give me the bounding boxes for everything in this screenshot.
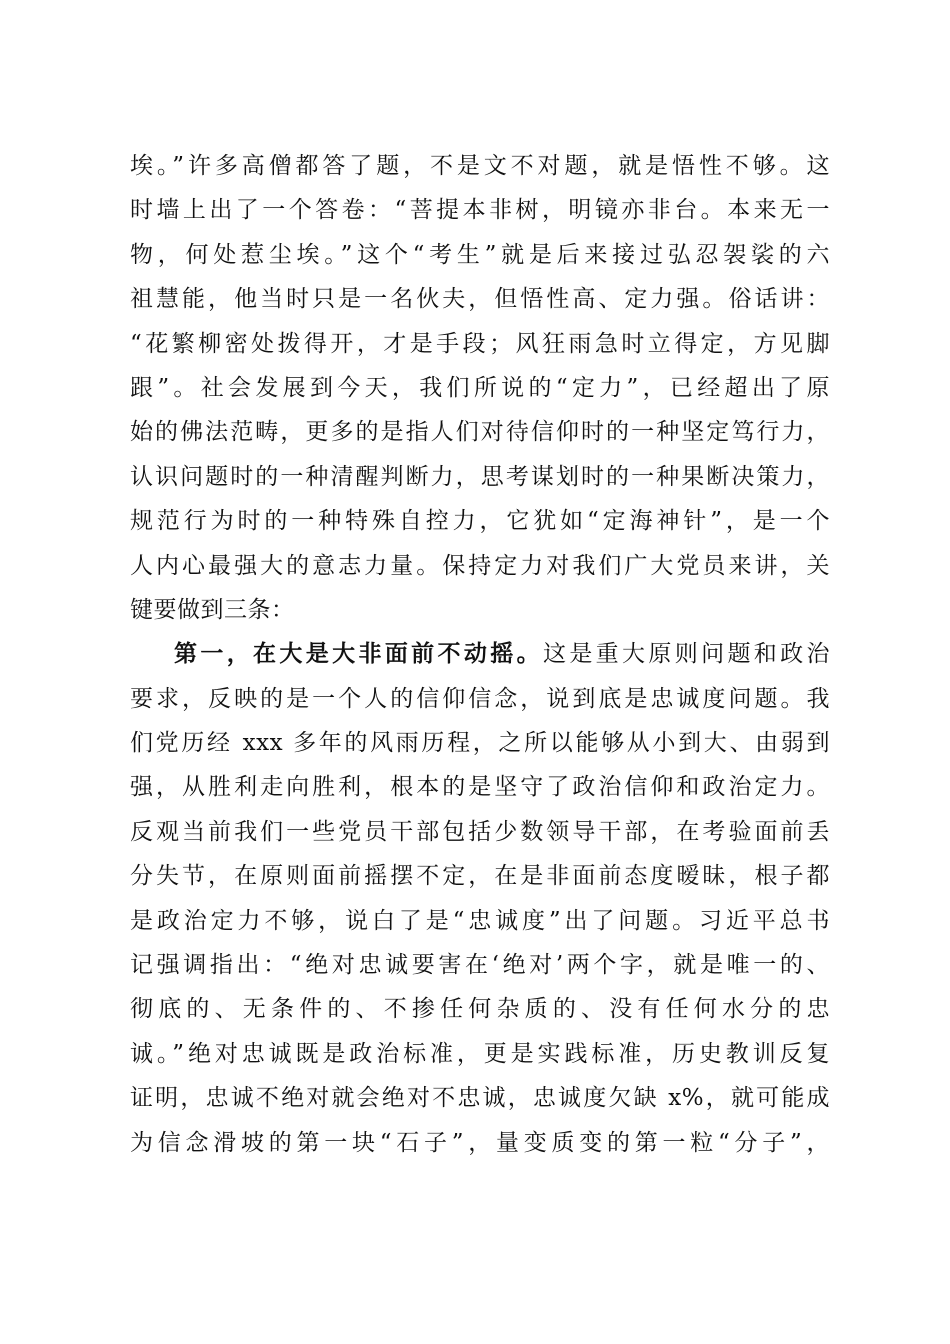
text-line: 们党历经 xxx 多年的风雨历程，之所以能够从小到大、由弱到: [130, 730, 830, 757]
text-line: 埃。”许多高僧都答了题，不是文不对题，就是悟性不够。这: [130, 153, 830, 179]
text-line: 诚。”绝对忠诚既是政治标准，更是实践标准，历史教训反复: [130, 1040, 830, 1067]
body-text: [130, 144, 830, 1165]
text-line: 证明，忠诚不绝对就会绝对不忠诚，忠诚度欠缺 x%，就可能成: [130, 1085, 830, 1112]
text-line: 人内心最强大的意志力量。保持定力对我们广大党员来讲，关: [130, 552, 830, 579]
text-line: 为信念滑坡的第一块“石子”，量变质变的第一粒“分子”，: [130, 1129, 830, 1156]
text-line: 记强调指出：“绝对忠诚要害在‘绝对’两个字，就是唯一的、: [130, 952, 830, 979]
text-line: 始的佛法范畴，更多的是指人们对待信仰时的一种坚定笃行力，: [130, 419, 830, 446]
text-line: 时墙上出了一个答卷：“菩提本非树，明镜亦非台。本来无一: [130, 197, 830, 224]
paragraph-2: [130, 632, 830, 1165]
text-line: 强，从胜利走向胜利，根本的是坚守了政治信仰和政治定力。: [130, 774, 830, 801]
point-one-heading: 第一，在大是大非面前不动摇。: [174, 640, 543, 668]
text-line: 认识问题时的一种清醒判断力，思考谋划时的一种果断决策力，: [130, 463, 830, 490]
text-line: 要求，反映的是一个人的信仰信念，说到底是忠诚度问题。我: [130, 685, 830, 712]
text-line: 分失节，在原则面前摇摆不定，在是非面前态度暧昧，根子都: [130, 863, 830, 890]
text-line: 反观当前我们一些党员干部包括少数领导干部，在考验面前丢: [130, 818, 830, 845]
text-line: 彻底的、无条件的、不掺任何杂质的、没有任何水分的忠: [130, 996, 830, 1023]
text-line-first: [130, 632, 830, 676]
text-line: 物，何处惹尘埃。”这个“考生”就是后来接过弘忍袈裟的六: [130, 241, 830, 268]
text-line: “花繁柳密处拨得开，才是手段；风狂雨急时立得定，方见脚: [130, 330, 830, 357]
text-line: 是政治定力不够，说白了是“忠诚度”出了问题。习近平总书: [130, 907, 830, 934]
text-line: 祖慧能，他当时只是一名伙夫，但悟性高、定力强。俗话讲：: [130, 286, 830, 313]
text-line: 跟”。社会发展到今天，我们所说的“定力”，已经超出了原: [130, 374, 830, 401]
paragraph-1: [130, 144, 830, 632]
heading-line-rest: 这是重大原则问题和政治: [542, 641, 830, 668]
text-line: 键要做到三条：: [130, 596, 295, 623]
text-line: 规范行为时的一种特殊自控力，它犹如“定海神针”，是一个: [130, 508, 830, 535]
